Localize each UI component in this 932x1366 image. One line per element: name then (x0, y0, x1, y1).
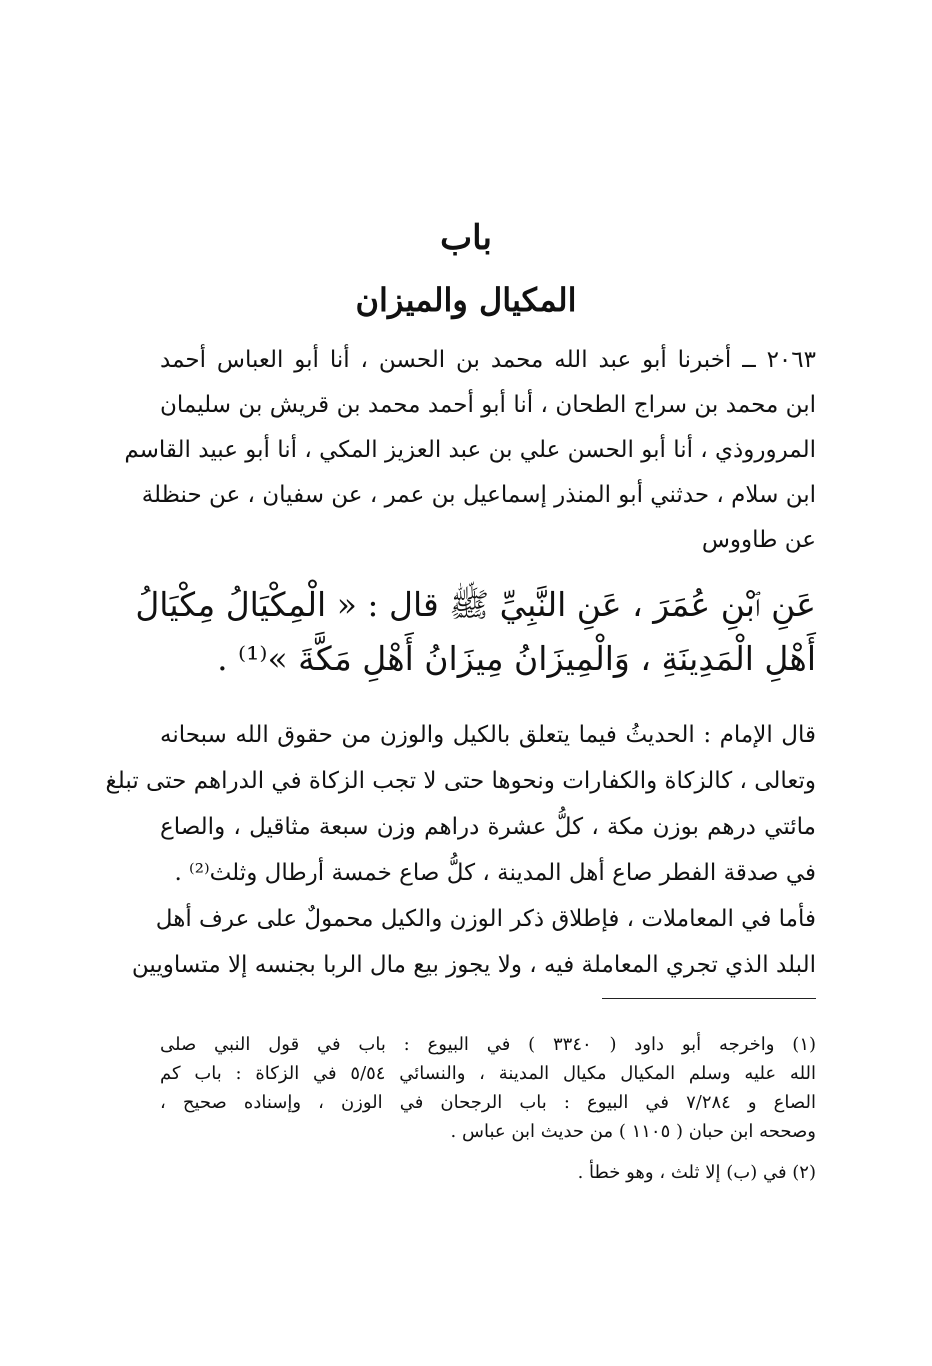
commentary-line: مائتي درهم بوزن مكة ، كلُّ عشرة دراهم وزن سبعة مثاقيل ، والصاع (160, 814, 816, 840)
footnote-1-line: الصاع و ٧/٢٨٤ في البيوع : باب الرجحان في الوزن ، وإسناده صحيح ، (160, 1092, 816, 1113)
isnad-line: ٢٠٦٣ ــ أخبرنا أبو عبد الله محمد بن الحسن ، أنا أبو العباس أحمد (160, 347, 816, 373)
isnad-line: ابن محمد بن سراج الطحان ، أنا أبو أحمد محمد بن قريش بن سليمان (160, 392, 816, 418)
isnad-line: ابن سلام ، حدثني أبو المنذر إسماعيل بن عمر ، عن سفيان ، عن حنظلة (141, 482, 816, 508)
footnote-gap (160, 1146, 816, 1158)
commentary-line: فأما في المعاملات ، فإطلاق ذكر الوزن والكيل محمولٌ على عرف أهل (155, 906, 816, 932)
footnote-separator (602, 998, 816, 999)
commentary-paragraph (105, 712, 816, 988)
chapter-title: المكيال والميزان (355, 281, 577, 319)
chapter-label: باب (440, 218, 492, 258)
footnote-1-line: الله عليه وسلم المكيال مكيال المدينة ، والنسائي ٥/٥٤ في الزكاة : باب كم (160, 1063, 817, 1084)
isnad-line: المروروذي ، أنا أبو الحسن علي بن عبد العزيز المكي ، أنا أبو عبيد القاسم (124, 437, 816, 463)
footnote-1-line: وصححه ابن حبان ( ١١٠٥ ) من حديث ابن عباس . (450, 1121, 816, 1142)
isnad-line: عن طاووس (701, 527, 816, 553)
commentary-line: في صدقة الفطر صاع أهل المدينة ، كلُّ صاع خمسة أرطال وثلث⁽²⁾ . (174, 860, 816, 886)
hadith-line: أَهْلِ الْمَدِينَةِ ، وَالْمِيزَانُ مِيزَانُ أَهْلِ مَكَّةَ »⁽¹⁾ . (217, 639, 816, 678)
hadith-line: عَنِ ٱبْنِ عُمَرَ ، عَنِ النَّبِيِّ ﷺ قال : « الْمِكْيَالُ مِكْيَالُ (135, 585, 816, 624)
commentary-line: قال الإمام : الحديثُ فيما يتعلق بالكيل والوزن من حقوق الله سبحانه (160, 722, 816, 748)
footnotes (160, 1030, 816, 1187)
commentary-line: وتعالى ، كالزكاة والكفارات ونحوها حتى لا تجب الزكاة في الدراهم حتى تبلغ (105, 768, 816, 794)
footnote-2: (٢) في (ب) إلا ثلث ، وهو خطأ . (577, 1162, 816, 1183)
hadith-text (135, 578, 816, 686)
footnote-1-line: (١) واخرجه أبو داود ( ٣٣٤٠ ) في البيوع : باب في قول النبي صلى (160, 1034, 817, 1055)
commentary-line: البلد الذي تجري المعاملة فيه ، ولا يجوز بيع مال الربا بجنسه إلا متساويين (131, 952, 816, 978)
isnad-paragraph (124, 338, 816, 563)
